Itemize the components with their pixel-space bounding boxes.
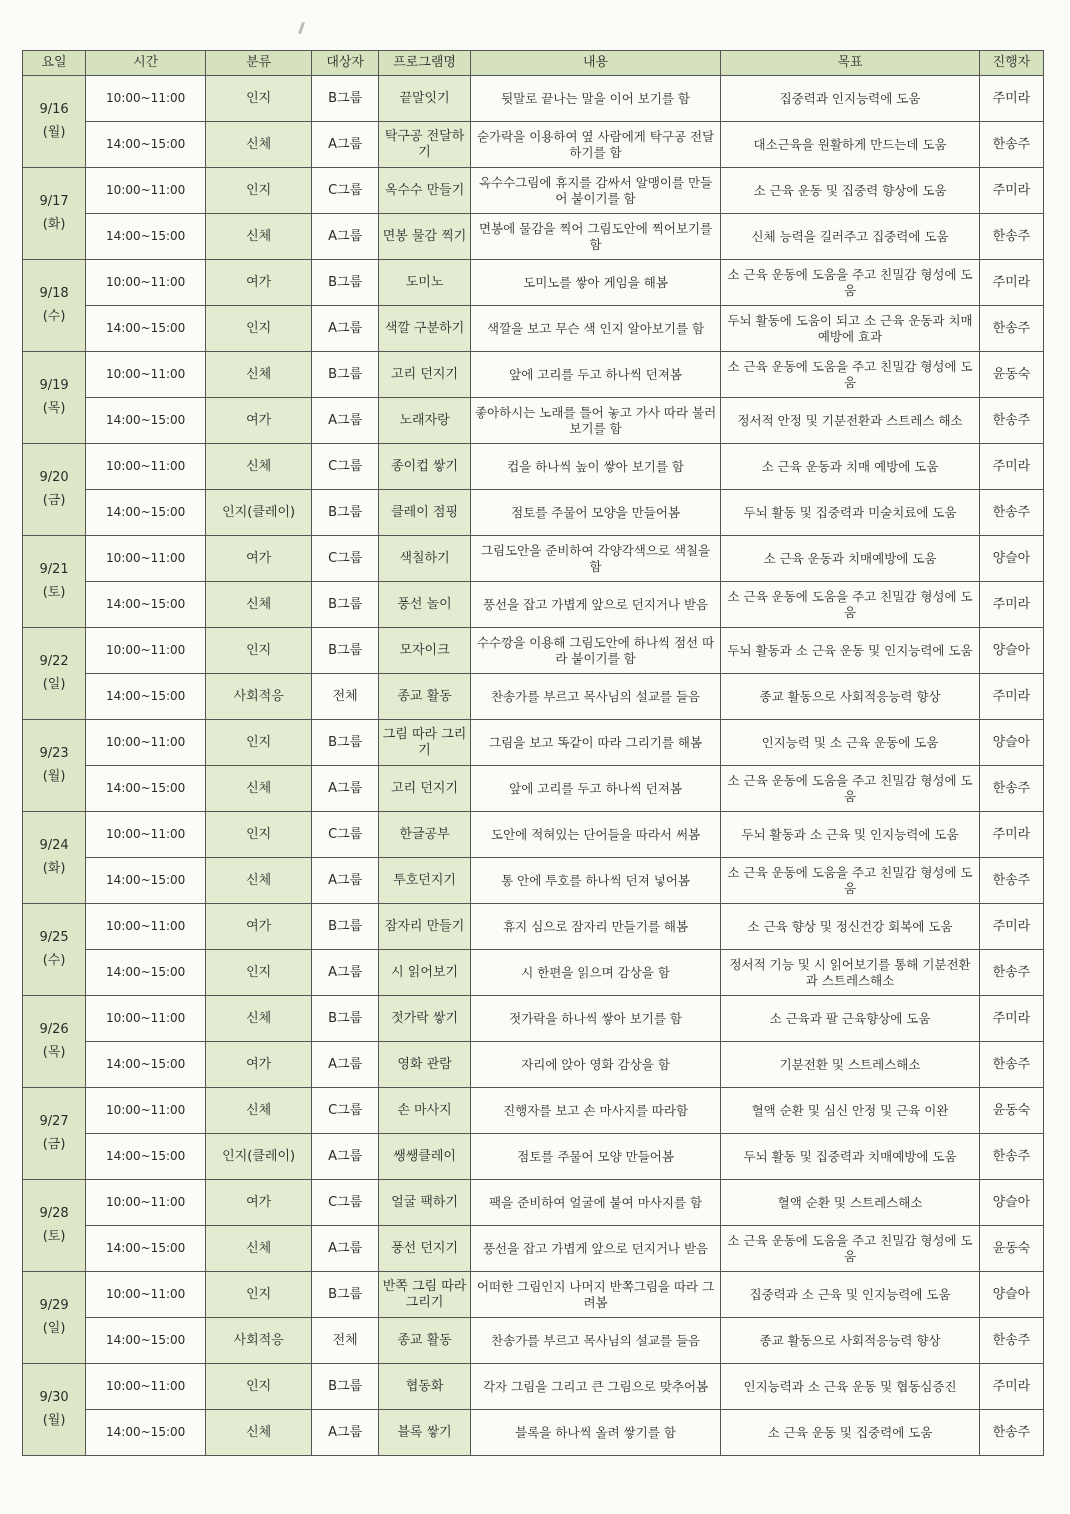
table-row <box>23 582 1044 628</box>
program-cell: 고리 던지기 <box>379 352 471 398</box>
target-cell: C그룹 <box>312 812 379 858</box>
time-cell: 10:00~11:00 <box>86 628 206 674</box>
time-cell: 14:00~15:00 <box>86 490 206 536</box>
program-cell: 풍선 던지기 <box>379 1226 471 1272</box>
day-cell <box>23 168 86 260</box>
category-cell: 신체 <box>206 858 312 904</box>
goal-cell: 혈액 순환 및 스트레스해소 <box>721 1180 980 1226</box>
time-cell: 14:00~15:00 <box>86 122 206 168</box>
table-row <box>23 76 1044 122</box>
program-cell: 젓가락 쌓기 <box>379 996 471 1042</box>
table-row <box>23 1088 1044 1134</box>
day-weekday: (토) <box>42 584 66 600</box>
time-cell: 14:00~15:00 <box>86 1042 206 1088</box>
leader-cell: 한송주 <box>979 766 1043 812</box>
header-program: 프로그램명 <box>379 51 471 76</box>
day-weekday: (금) <box>42 1136 66 1152</box>
day-date: 9/21 <box>39 562 69 578</box>
target-cell: A그룹 <box>312 950 379 996</box>
leader-cell: 주미라 <box>979 168 1043 214</box>
target-cell: 전체 <box>312 674 379 720</box>
leader-cell: 한송주 <box>979 398 1043 444</box>
content-cell: 찬송가를 부르고 목사님의 설교를 들음 <box>470 1318 720 1364</box>
category-cell: 신체 <box>206 444 312 490</box>
target-cell: B그룹 <box>312 260 379 306</box>
content-cell: 컵을 하나씩 높이 쌓아 보기를 함 <box>470 444 720 490</box>
goal-cell: 소 근육 향상 및 정신건강 회복에 도움 <box>721 904 980 950</box>
target-cell: 전체 <box>312 1318 379 1364</box>
table-row <box>23 674 1044 720</box>
leader-cell: 주미라 <box>979 1364 1043 1410</box>
time-cell: 10:00~11:00 <box>86 996 206 1042</box>
header-row <box>23 51 1044 76</box>
leader-cell: 주미라 <box>979 444 1043 490</box>
time-cell: 10:00~11:00 <box>86 1088 206 1134</box>
leader-cell: 한송주 <box>979 950 1043 996</box>
schedule-body <box>23 76 1044 1456</box>
program-cell: 그림 따라 그리기 <box>379 720 471 766</box>
category-cell: 인지(클레이) <box>206 1134 312 1180</box>
program-cell: 모자이크 <box>379 628 471 674</box>
content-cell: 풍선을 잡고 가볍게 앞으로 던지거나 받음 <box>470 1226 720 1272</box>
leader-cell: 주미라 <box>979 674 1043 720</box>
leader-cell: 한송주 <box>979 1410 1043 1456</box>
program-cell: 쌩쌩클레이 <box>379 1134 471 1180</box>
day-cell <box>23 628 86 720</box>
program-cell: 영화 관람 <box>379 1042 471 1088</box>
target-cell: C그룹 <box>312 1088 379 1134</box>
day-date: 9/25 <box>39 930 69 946</box>
program-cell: 도미노 <box>379 260 471 306</box>
day-cell <box>23 904 86 996</box>
day-weekday: (월) <box>42 1412 66 1428</box>
content-cell: 숟가락을 이용하여 옆 사람에게 탁구공 전달하기를 함 <box>470 122 720 168</box>
content-cell: 블록을 하나씩 올려 쌓기를 함 <box>470 1410 720 1456</box>
schedule-table <box>22 50 1044 1456</box>
header-day: 요일 <box>23 51 86 76</box>
day-date: 9/22 <box>39 654 69 670</box>
goal-cell: 소 근육 운동에 도움을 주고 친밀감 형성에 도움 <box>721 858 980 904</box>
target-cell: B그룹 <box>312 352 379 398</box>
program-cell: 시 읽어보기 <box>379 950 471 996</box>
time-cell: 14:00~15:00 <box>86 766 206 812</box>
table-row <box>23 306 1044 352</box>
category-cell: 인지 <box>206 812 312 858</box>
day-date: 9/24 <box>39 838 69 854</box>
target-cell: A그룹 <box>312 766 379 812</box>
goal-cell: 소 근육 운동에 도움을 주고 친밀감 형성에 도움 <box>721 1226 980 1272</box>
content-cell: 자리에 앉아 영화 감상을 함 <box>470 1042 720 1088</box>
time-cell: 14:00~15:00 <box>86 950 206 996</box>
time-cell: 10:00~11:00 <box>86 904 206 950</box>
day-weekday: (화) <box>42 860 66 876</box>
leader-cell: 한송주 <box>979 1134 1043 1180</box>
content-cell: 찬송가를 부르고 목사님의 설교를 들음 <box>470 674 720 720</box>
goal-cell: 집중력과 소 근육 및 인지능력에 도움 <box>721 1272 980 1318</box>
program-cell: 색칠하기 <box>379 536 471 582</box>
table-row <box>23 444 1044 490</box>
program-cell: 반쪽 그림 따라 그리기 <box>379 1272 471 1318</box>
goal-cell: 소 근육 운동에 도움을 주고 친밀감 형성에 도움 <box>721 766 980 812</box>
day-weekday: (일) <box>42 676 66 692</box>
category-cell: 여가 <box>206 1180 312 1226</box>
program-cell: 고리 던지기 <box>379 766 471 812</box>
content-cell: 진행자를 보고 손 마사지를 따라함 <box>470 1088 720 1134</box>
day-cell <box>23 1180 86 1272</box>
time-cell: 10:00~11:00 <box>86 812 206 858</box>
table-row <box>23 628 1044 674</box>
day-date: 9/23 <box>39 746 69 762</box>
day-weekday: (수) <box>42 308 66 324</box>
day-date: 9/30 <box>39 1390 69 1406</box>
table-row <box>23 1364 1044 1410</box>
program-cell: 얼굴 팩하기 <box>379 1180 471 1226</box>
content-cell: 그림도안을 준비하여 각양각색으로 색칠을 함 <box>470 536 720 582</box>
table-row <box>23 536 1044 582</box>
header-category: 분류 <box>206 51 312 76</box>
content-cell: 옥수수그림에 휴지를 감싸서 알맹이를 만들어 붙이기를 함 <box>470 168 720 214</box>
content-cell: 수수깡을 이용해 그림도안에 하나씩 점선 따라 붙이기를 함 <box>470 628 720 674</box>
day-weekday: (월) <box>42 124 66 140</box>
target-cell: A그룹 <box>312 1042 379 1088</box>
time-cell: 10:00~11:00 <box>86 536 206 582</box>
program-cell: 종교 활동 <box>379 674 471 720</box>
goal-cell: 인지능력과 소 근육 운동 및 협동심증진 <box>721 1364 980 1410</box>
leader-cell: 한송주 <box>979 122 1043 168</box>
leader-cell: 주미라 <box>979 812 1043 858</box>
content-cell: 풍선을 잡고 가볍게 앞으로 던지거나 받음 <box>470 582 720 628</box>
content-cell: 뒷말로 끝나는 말을 이어 보기를 함 <box>470 76 720 122</box>
category-cell: 신체 <box>206 1410 312 1456</box>
day-cell <box>23 812 86 904</box>
target-cell: B그룹 <box>312 904 379 950</box>
leader-cell: 주미라 <box>979 582 1043 628</box>
goal-cell: 소 근육 운동에 도움을 주고 친밀감 형성에 도움 <box>721 352 980 398</box>
header-time: 시간 <box>86 51 206 76</box>
leader-cell: 한송주 <box>979 214 1043 260</box>
category-cell: 인지 <box>206 628 312 674</box>
content-cell: 점토를 주물어 모양 만들어봄 <box>470 1134 720 1180</box>
goal-cell: 두뇌 활동 및 집중력과 치매예방에 도움 <box>721 1134 980 1180</box>
goal-cell: 소 근육 운동과 치매 예방에 도움 <box>721 444 980 490</box>
program-cell: 풍선 놀이 <box>379 582 471 628</box>
program-cell: 종교 활동 <box>379 1318 471 1364</box>
category-cell: 여가 <box>206 536 312 582</box>
table-row <box>23 766 1044 812</box>
leader-cell: 주미라 <box>979 996 1043 1042</box>
time-cell: 14:00~15:00 <box>86 582 206 628</box>
goal-cell: 신체 능력을 길러주고 집중력에 도움 <box>721 214 980 260</box>
goal-cell: 종교 활동으로 사회적응능력 향상 <box>721 1318 980 1364</box>
goal-cell: 소 근육 운동 및 집중력 향상에 도움 <box>721 168 980 214</box>
time-cell: 14:00~15:00 <box>86 1226 206 1272</box>
goal-cell: 혈액 순환 및 심신 안정 및 근육 이완 <box>721 1088 980 1134</box>
category-cell: 신체 <box>206 122 312 168</box>
content-cell: 점토를 주물어 모양을 만들어봄 <box>470 490 720 536</box>
content-cell: 휴지 심으로 잠자리 만들기를 해봄 <box>470 904 720 950</box>
leader-cell: 한송주 <box>979 1042 1043 1088</box>
program-cell: 클레이 점핑 <box>379 490 471 536</box>
goal-cell: 대소근육을 원활하게 만드는데 도움 <box>721 122 980 168</box>
target-cell: A그룹 <box>312 1410 379 1456</box>
leader-cell: 양슬아 <box>979 720 1043 766</box>
time-cell: 14:00~15:00 <box>86 398 206 444</box>
target-cell: B그룹 <box>312 76 379 122</box>
day-cell <box>23 352 86 444</box>
time-cell: 14:00~15:00 <box>86 1318 206 1364</box>
program-cell: 블록 쌓기 <box>379 1410 471 1456</box>
category-cell: 인지 <box>206 720 312 766</box>
content-cell: 도안에 적혀있는 단어들을 따라서 써봄 <box>470 812 720 858</box>
leader-cell: 한송주 <box>979 1318 1043 1364</box>
target-cell: A그룹 <box>312 306 379 352</box>
time-cell: 10:00~11:00 <box>86 1364 206 1410</box>
time-cell: 10:00~11:00 <box>86 444 206 490</box>
category-cell: 인지 <box>206 168 312 214</box>
leader-cell: 윤동숙 <box>979 1088 1043 1134</box>
time-cell: 10:00~11:00 <box>86 1180 206 1226</box>
category-cell: 여가 <box>206 904 312 950</box>
goal-cell: 소 근육 운동에 도움을 주고 친밀감 형성에 도움 <box>721 260 980 306</box>
program-cell: 색깔 구분하기 <box>379 306 471 352</box>
table-row <box>23 1134 1044 1180</box>
category-cell: 신체 <box>206 1088 312 1134</box>
program-cell: 잠자리 만들기 <box>379 904 471 950</box>
goal-cell: 두뇌 활동과 소 근육 운동 및 인지능력에 도움 <box>721 628 980 674</box>
content-cell: 색깔을 보고 무슨 색 인지 알아보기를 함 <box>470 306 720 352</box>
category-cell: 신체 <box>206 766 312 812</box>
content-cell: 각자 그림을 그리고 큰 그림으로 맞추어봄 <box>470 1364 720 1410</box>
target-cell: A그룹 <box>312 122 379 168</box>
day-date: 9/28 <box>39 1206 69 1222</box>
time-cell: 14:00~15:00 <box>86 674 206 720</box>
content-cell: 어떠한 그림인지 나머지 반쪽그림을 따라 그려봄 <box>470 1272 720 1318</box>
day-cell <box>23 444 86 536</box>
leader-cell: 한송주 <box>979 490 1043 536</box>
table-row <box>23 1410 1044 1456</box>
time-cell: 14:00~15:00 <box>86 306 206 352</box>
category-cell: 인지 <box>206 76 312 122</box>
day-cell <box>23 1272 86 1364</box>
goal-cell: 정서적 기능 및 시 읽어보기를 통해 기분전환과 스트레스해소 <box>721 950 980 996</box>
table-row <box>23 352 1044 398</box>
program-cell: 노래자랑 <box>379 398 471 444</box>
program-cell: 종이컵 쌓기 <box>379 444 471 490</box>
table-row <box>23 996 1044 1042</box>
pen-mark <box>298 22 305 34</box>
category-cell: 인지(클레이) <box>206 490 312 536</box>
goal-cell: 소 근육과 팔 근육향상에 도움 <box>721 996 980 1042</box>
day-weekday: (토) <box>42 1228 66 1244</box>
table-row <box>23 1180 1044 1226</box>
day-weekday: (금) <box>42 492 66 508</box>
goal-cell: 두뇌 활동 및 집중력과 미술치료에 도움 <box>721 490 980 536</box>
table-row <box>23 1042 1044 1088</box>
goal-cell: 기분전환 및 스트레스해소 <box>721 1042 980 1088</box>
day-cell <box>23 1088 86 1180</box>
leader-cell: 양슬아 <box>979 536 1043 582</box>
target-cell: B그룹 <box>312 720 379 766</box>
category-cell: 신체 <box>206 352 312 398</box>
target-cell: B그룹 <box>312 996 379 1042</box>
header-target: 대상자 <box>312 51 379 76</box>
time-cell: 10:00~11:00 <box>86 168 206 214</box>
day-weekday: (월) <box>42 768 66 784</box>
program-cell: 손 마사지 <box>379 1088 471 1134</box>
goal-cell: 종교 활동으로 사회적응능력 향상 <box>721 674 980 720</box>
table-row <box>23 812 1044 858</box>
category-cell: 인지 <box>206 1364 312 1410</box>
goal-cell: 두뇌 활동과 소 근육 및 인지능력에 도움 <box>721 812 980 858</box>
content-cell: 앞에 고리를 두고 하나씩 던져봄 <box>470 766 720 812</box>
header-goal: 목표 <box>721 51 980 76</box>
target-cell: C그룹 <box>312 168 379 214</box>
content-cell: 통 안에 투호를 하나씩 던져 넣어봄 <box>470 858 720 904</box>
category-cell: 사회적응 <box>206 1318 312 1364</box>
leader-cell: 양슬아 <box>979 1272 1043 1318</box>
day-weekday: (일) <box>42 1320 66 1336</box>
target-cell: C그룹 <box>312 536 379 582</box>
category-cell: 신체 <box>206 996 312 1042</box>
day-cell <box>23 720 86 812</box>
category-cell: 여가 <box>206 398 312 444</box>
day-cell <box>23 536 86 628</box>
time-cell: 14:00~15:00 <box>86 858 206 904</box>
day-date: 9/17 <box>39 194 69 210</box>
day-date: 9/18 <box>39 286 69 302</box>
goal-cell: 소 근육 운동과 치매예방에 도움 <box>721 536 980 582</box>
program-cell: 끝말잇기 <box>379 76 471 122</box>
table-row <box>23 720 1044 766</box>
category-cell: 사회적응 <box>206 674 312 720</box>
target-cell: A그룹 <box>312 214 379 260</box>
day-cell <box>23 260 86 352</box>
day-date: 9/29 <box>39 1298 69 1314</box>
table-row <box>23 1226 1044 1272</box>
table-row <box>23 168 1044 214</box>
day-date: 9/20 <box>39 470 69 486</box>
content-cell: 면봉에 물감을 찍어 그림도안에 찍어보기를 함 <box>470 214 720 260</box>
leader-cell: 양슬아 <box>979 1180 1043 1226</box>
table-row <box>23 490 1044 536</box>
time-cell: 10:00~11:00 <box>86 352 206 398</box>
category-cell: 신체 <box>206 582 312 628</box>
table-row <box>23 904 1044 950</box>
program-cell: 탁구공 전달하기 <box>379 122 471 168</box>
category-cell: 여가 <box>206 1042 312 1088</box>
header-content: 내용 <box>470 51 720 76</box>
day-weekday: (목) <box>42 400 66 416</box>
day-date: 9/19 <box>39 378 69 394</box>
goal-cell: 집중력과 인지능력에 도움 <box>721 76 980 122</box>
target-cell: A그룹 <box>312 858 379 904</box>
table-row <box>23 398 1044 444</box>
category-cell: 인지 <box>206 950 312 996</box>
leader-cell: 윤동숙 <box>979 352 1043 398</box>
program-cell: 협동화 <box>379 1364 471 1410</box>
goal-cell: 두뇌 활동에 도움이 되고 소 근육 운동과 치매예방에 효과 <box>721 306 980 352</box>
target-cell: B그룹 <box>312 628 379 674</box>
category-cell: 신체 <box>206 1226 312 1272</box>
goal-cell: 소 근육 운동 및 집중력에 도움 <box>721 1410 980 1456</box>
content-cell: 앞에 고리를 두고 하나씩 던져봄 <box>470 352 720 398</box>
leader-cell: 한송주 <box>979 306 1043 352</box>
goal-cell: 소 근육 운동에 도움을 주고 친밀감 형성에 도움 <box>721 582 980 628</box>
day-date: 9/16 <box>39 102 69 118</box>
category-cell: 인지 <box>206 1272 312 1318</box>
leader-cell: 한송주 <box>979 858 1043 904</box>
content-cell: 좋아하시는 노래를 틀어 놓고 가사 따라 불러보기를 함 <box>470 398 720 444</box>
day-cell <box>23 996 86 1088</box>
time-cell: 14:00~15:00 <box>86 214 206 260</box>
time-cell: 14:00~15:00 <box>86 1410 206 1456</box>
target-cell: B그룹 <box>312 490 379 536</box>
program-cell: 투호던지기 <box>379 858 471 904</box>
leader-cell: 양슬아 <box>979 628 1043 674</box>
table-row <box>23 858 1044 904</box>
time-cell: 10:00~11:00 <box>86 260 206 306</box>
day-weekday: (목) <box>42 1044 66 1060</box>
day-cell <box>23 76 86 168</box>
target-cell: A그룹 <box>312 398 379 444</box>
program-cell: 면봉 물감 찍기 <box>379 214 471 260</box>
leader-cell: 윤동숙 <box>979 1226 1043 1272</box>
category-cell: 인지 <box>206 306 312 352</box>
table-row <box>23 260 1044 306</box>
target-cell: C그룹 <box>312 1180 379 1226</box>
target-cell: C그룹 <box>312 444 379 490</box>
time-cell: 10:00~11:00 <box>86 1272 206 1318</box>
table-row <box>23 1272 1044 1318</box>
category-cell: 신체 <box>206 214 312 260</box>
program-cell: 한글공부 <box>379 812 471 858</box>
content-cell: 젓가락을 하나씩 쌓아 보기를 함 <box>470 996 720 1042</box>
target-cell: B그룹 <box>312 1364 379 1410</box>
content-cell: 그림을 보고 똑같이 따라 그리기를 해봄 <box>470 720 720 766</box>
program-cell: 옥수수 만들기 <box>379 168 471 214</box>
header-leader: 진행자 <box>979 51 1043 76</box>
table-row <box>23 122 1044 168</box>
category-cell: 여가 <box>206 260 312 306</box>
table-row <box>23 214 1044 260</box>
goal-cell: 정서적 안정 및 기분전환과 스트레스 해소 <box>721 398 980 444</box>
time-cell: 10:00~11:00 <box>86 720 206 766</box>
day-date: 9/26 <box>39 1022 69 1038</box>
table-row <box>23 950 1044 996</box>
day-weekday: (화) <box>42 216 66 232</box>
target-cell: A그룹 <box>312 1134 379 1180</box>
leader-cell: 주미라 <box>979 260 1043 306</box>
target-cell: B그룹 <box>312 1272 379 1318</box>
goal-cell: 인지능력 및 소 근육 운동에 도움 <box>721 720 980 766</box>
content-cell: 도미노를 쌓아 게임을 해봄 <box>470 260 720 306</box>
time-cell: 14:00~15:00 <box>86 1134 206 1180</box>
day-date: 9/27 <box>39 1114 69 1130</box>
leader-cell: 주미라 <box>979 904 1043 950</box>
content-cell: 팩을 준비하여 얼굴에 붙여 마사지를 함 <box>470 1180 720 1226</box>
time-cell: 10:00~11:00 <box>86 76 206 122</box>
day-cell <box>23 1364 86 1456</box>
target-cell: B그룹 <box>312 582 379 628</box>
table-row <box>23 1318 1044 1364</box>
target-cell: A그룹 <box>312 1226 379 1272</box>
leader-cell: 주미라 <box>979 76 1043 122</box>
content-cell: 시 한편을 읽으며 감상을 함 <box>470 950 720 996</box>
day-weekday: (수) <box>42 952 66 968</box>
